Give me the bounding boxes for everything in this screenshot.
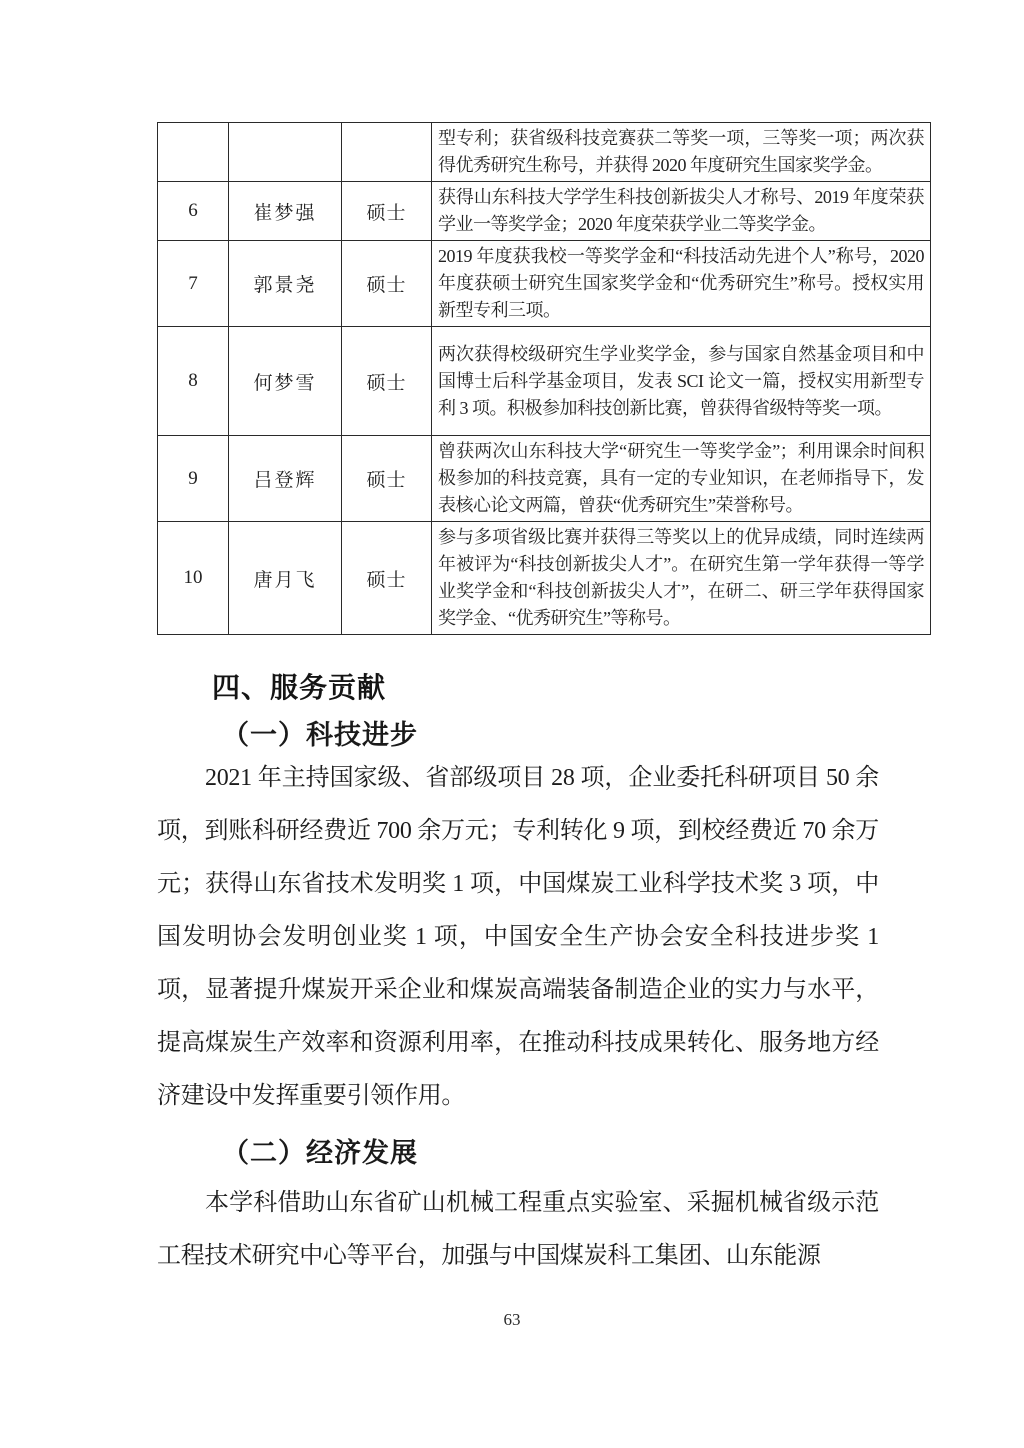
- degree-cell: 硕士: [342, 182, 432, 241]
- row-number-cell: 6: [158, 182, 229, 241]
- tech-progress-paragraph: 2021 年主持国家级、省部级项目 28 项，企业委托科研项目 50 余项，到账科研经费近 700 余万元；专利转化 9 项，到校经费近 70 余万元；获得山东省技术发明奖 1 项，中国煤炭工业科学技术奖 3 项，中国发明协会发明创业奖 1 项，中国安全生产协会安全科技进步奖 1 项，显著提升煤炭开采企业和煤炭高端装备制造企业的实力与水平，提高煤炭生产效率和资源利用率，在推动科技成果转化、服务地方经济建设中发挥重要引领作用。: [157, 765, 879, 1109]
- row-number-cell: 7: [158, 241, 229, 327]
- economic-dev-paragraph: 本学科借助山东省矿山机械工程重点实验室、采掘机械省级示范工程技术研究中心等平台，加强与中国煤炭科工集团、山东能源: [157, 1190, 879, 1269]
- description-cell: 参与多项省级比赛并获得三等奖以上的优异成绩，同时连续两年被评为“科技创新拔尖人才”。在研究生第一学年获得一等学业奖学金和“科技创新拔尖人才”，在研二、研三学年获得国家奖学金、“优秀研究生”等称号。: [432, 522, 931, 635]
- description-cell: 2019 年度获我校一等奖学金和“科技活动先进个人”称号，2020 年度获硕士研究生国家奖学金和“优秀研究生”称号。授权实用新型专利三项。: [432, 241, 931, 327]
- row-number-cell: 10: [158, 522, 229, 635]
- degree-cell: [342, 123, 432, 182]
- degree-cell: 硕士: [342, 522, 432, 635]
- row-number-cell: 9: [158, 436, 229, 522]
- row-number-cell: 8: [158, 327, 229, 436]
- table-row: [158, 123, 931, 182]
- page-number: 63: [503, 1310, 521, 1329]
- description-cell: 曾获两次山东科技大学“研究生一等奖学金”；利用课余时间积极参加的科技竞赛，具有一定的专业知识，在老师指导下，发表核心论文两篇，曾获“优秀研究生”荣誉称号。: [432, 436, 931, 522]
- name-cell: 唐月飞: [229, 522, 342, 635]
- subsection-heading-economic-dev: （二）经济发展: [222, 1138, 418, 1168]
- name-cell: 崔梦强: [229, 182, 342, 241]
- section-heading-service-contribution: 四、服务贡献: [212, 672, 387, 703]
- table-row: [158, 241, 931, 327]
- row-number-cell: [158, 123, 229, 182]
- table-row: [158, 522, 931, 635]
- degree-cell: 硕士: [342, 327, 432, 436]
- degree-cell: 硕士: [342, 436, 432, 522]
- table-row: [158, 436, 931, 522]
- subsection-heading-tech-progress: （一）科技进步: [222, 720, 418, 750]
- description-cell: 获得山东科技大学学生科技创新拔尖人才称号、2019 年度荣获学业一等奖学金；2020 年度荣获学业二等奖学金。: [432, 182, 931, 241]
- student-awards-table: [157, 122, 931, 635]
- table-row: [158, 327, 931, 436]
- name-cell: 何梦雪: [229, 327, 342, 436]
- table-row: [158, 182, 931, 241]
- name-cell: [229, 123, 342, 182]
- description-cell: 两次获得校级研究生学业奖学金，参与国家自然基金项目和中国博士后科学基金项目，发表 SCI 论文一篇，授权实用新型专利 3 项。积极参加科技创新比赛，曾获得省级特等奖一项。: [432, 327, 931, 436]
- degree-cell: 硕士: [342, 241, 432, 327]
- name-cell: 吕登辉: [229, 436, 342, 522]
- name-cell: 郭景尧: [229, 241, 342, 327]
- description-cell: 型专利；获省级科技竞赛获二等奖一项，三等奖一项；两次获得优秀研究生称号，并获得 2020 年度研究生国家奖学金。: [432, 123, 931, 182]
